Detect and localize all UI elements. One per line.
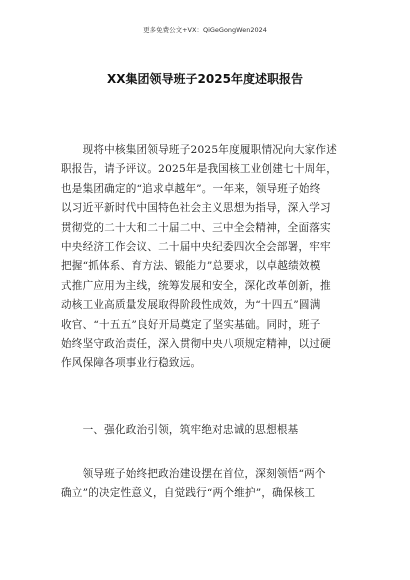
paragraph-line: 始终坚守政治责任，深入贯彻中央八项规定精神，以过硬 <box>61 338 331 351</box>
paragraph-line: 中央经济工作会议、二十届中央纪委四次全会部署，牢牢 <box>61 241 331 254</box>
paragraph-line: 式推广应用为主线，统筹发展和安全，深化改革创新，推 <box>61 279 331 292</box>
paragraph-line: 现将中核集团领导班子2025年度履职情况向大家作述 <box>61 144 338 156</box>
header-note: 更多免费公文+VX：QiGeGongWen2024 <box>143 26 267 34</box>
document-title: XX集团领导班子2025年度述职报告 <box>107 72 303 86</box>
paragraph-line: 把握“抓体系、育方法、锻能力”总要求，以卓越绩效模 <box>61 260 321 273</box>
paragraph-intro <box>61 141 350 374</box>
paragraph-line: 动核工业高质量发展取得阶段性成效，为“十四五”圆满 <box>61 299 321 312</box>
paragraph-line: 贯彻党的二十大和二十届二中、三中全会精神，全面落实 <box>61 221 331 234</box>
section-heading: 一、强化政治引领，筑牢绝对忠诚的思想根基 <box>61 424 299 436</box>
paragraph-line: 以习近平新时代中国特色社会主义思想为指导，深入学习 <box>61 202 331 215</box>
paragraph-section-1 <box>61 465 350 504</box>
paragraph-line: 也是集团确定的“追求卓越年”。一年来，领导班子始终 <box>61 182 321 195</box>
paragraph-line: 职报告，请予评议。2025年是我国核工业创建七十周年， <box>61 163 338 176</box>
paragraph-line: 收官、“十五五”良好开局奠定了坚实基础。同时，班子 <box>61 318 321 331</box>
paragraph-line: 领导班子始终把政治建设摆在首位，深刻领悟“两个 <box>61 468 326 480</box>
paragraph-line: 作风保障各项事业行稳致远。 <box>61 357 202 370</box>
paragraph-line: 确立”的决定性意义，自觉践行“两个维护”，确保核工 <box>61 487 316 500</box>
